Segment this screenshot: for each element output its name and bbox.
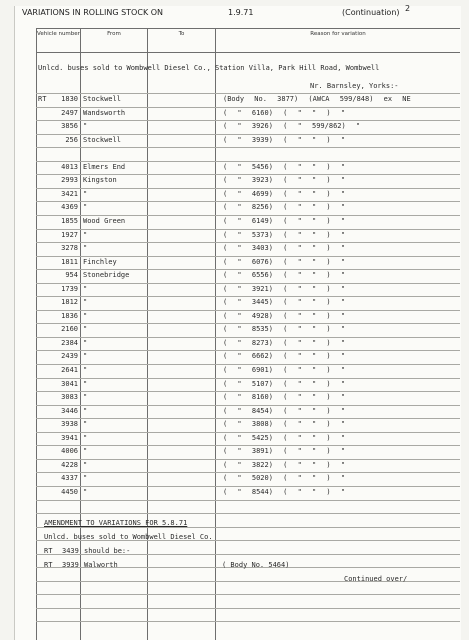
ruled-line	[36, 445, 460, 446]
from-garage: "	[83, 352, 88, 360]
continued-note: Continued over/	[344, 575, 408, 583]
reason-for-variation: ( " 5020) ( " " ) "	[223, 474, 346, 482]
vehicle-number: 3938	[61, 420, 78, 428]
intro-line-2: Nr. Barnsley, Yorks:-	[310, 82, 399, 90]
reason-for-variation: ( " 8535) ( " " ) "	[223, 325, 346, 333]
from-garage: Wood Green	[83, 217, 126, 225]
ruled-line	[36, 513, 460, 514]
reason-for-variation: ( " 3939) ( " " ) "	[223, 136, 346, 144]
from-garage: Wandsworth	[83, 109, 126, 117]
column-header-reason: Reason for variation	[310, 31, 366, 37]
from-garage: "	[83, 393, 88, 401]
column-header-to: To	[178, 31, 185, 37]
ruled-line	[36, 215, 460, 216]
ruled-line	[36, 188, 460, 189]
reason-for-variation: ( " 5456) ( " " ) "	[223, 163, 346, 171]
reason-for-variation: ( " 8256) ( " " ) "	[223, 203, 346, 211]
vehicle-number: 3941	[61, 434, 78, 442]
reason-for-variation: ( " 3926) ( " 599/862) "	[223, 122, 361, 130]
vehicle-number: 1739	[61, 285, 78, 293]
vehicle-number: 3421	[61, 190, 78, 198]
from-garage: Stockwell	[83, 95, 121, 103]
vehicle-number: 2160	[61, 325, 78, 333]
ruled-line	[36, 256, 460, 257]
ruled-line	[36, 350, 460, 351]
intro-line-1: Unlcd. buses sold to Wombwell Diesel Co., Station Villa, Park Hill Road, Wombwell	[38, 64, 380, 72]
vehicle-prefix: RT	[38, 95, 47, 103]
ruled-line	[36, 120, 460, 121]
ruled-line	[36, 472, 460, 473]
reason-for-variation: ( " 3445) ( " " ) "	[223, 298, 346, 306]
vehicle-number: 3856	[61, 122, 78, 130]
from-garage: "	[83, 244, 88, 252]
from-garage: Stonebridge	[83, 271, 130, 279]
amendment-line-2-text: should be:-	[84, 547, 131, 555]
vehicle-number: 1927	[61, 231, 78, 239]
vehicle-number: 3083	[61, 393, 78, 401]
from-garage: Elmers End	[83, 163, 126, 171]
reason-for-variation: ( " 3923) ( " " ) "	[223, 176, 346, 184]
ruled-line	[36, 296, 460, 297]
from-garage: Finchley	[83, 258, 117, 266]
from-garage: "	[83, 380, 88, 388]
ruled-line	[36, 337, 460, 338]
reason-for-variation: ( " 6076) ( " " ) "	[223, 258, 346, 266]
ruled-line	[36, 174, 460, 175]
vehicle-number: 4450	[61, 488, 78, 496]
from-garage: "	[83, 420, 88, 428]
ruled-line	[36, 364, 460, 365]
reason-for-variation: ( " 5425) ( " " ) "	[223, 434, 346, 442]
from-garage: "	[83, 447, 88, 455]
vehicle-number: 4369	[61, 203, 78, 211]
ruled-line	[36, 486, 460, 487]
from-garage: "	[83, 488, 88, 496]
reason-for-variation: ( " 3921) ( " " ) "	[223, 285, 346, 293]
amendment-line-3-vehicle: 3939	[62, 561, 79, 569]
reason-for-variation: ( " 8160) ( " " ) "	[223, 393, 346, 401]
ruled-line	[36, 391, 460, 392]
from-garage: Kingston	[83, 176, 117, 184]
from-garage: "	[83, 434, 88, 442]
from-garage: "	[83, 203, 88, 211]
ruled-line	[36, 242, 460, 243]
ruled-line	[36, 594, 460, 595]
from-garage: "	[83, 366, 88, 374]
reason-for-variation: ( " 6662) ( " " ) "	[223, 352, 346, 360]
ruled-line	[36, 621, 460, 622]
page-date: 1.9.71	[228, 8, 254, 17]
from-garage: "	[83, 190, 88, 198]
reason-for-variation: ( " 5107) ( " " ) "	[223, 380, 346, 388]
from-garage: "	[83, 339, 88, 347]
vehicle-number: 1855	[61, 217, 78, 225]
reason-for-variation: ( " 6149) ( " " ) "	[223, 217, 346, 225]
from-garage: "	[83, 325, 88, 333]
vehicle-number: 1830	[61, 95, 78, 103]
from-garage: "	[83, 298, 88, 306]
reason-for-variation: ( " 6556) ( " " ) "	[223, 271, 346, 279]
ruled-line	[36, 432, 460, 433]
reason-for-variation: ( " 8454) ( " " ) "	[223, 407, 346, 415]
ruled-line	[36, 93, 460, 94]
ruled-line	[36, 378, 460, 379]
vehicle-number: 3278	[61, 244, 78, 252]
reason-for-variation: ( " 6160) ( " " ) "	[223, 109, 346, 117]
reason-for-variation: ( " 8544) ( " " ) "	[223, 488, 346, 496]
reason-for-variation: ( " 8273) ( " " ) "	[223, 339, 346, 347]
ruled-line	[36, 147, 460, 148]
amendment-line-3-prefix: RT	[44, 561, 53, 569]
vehicle-number: 954	[65, 271, 78, 279]
column-header-from: From	[107, 31, 121, 37]
from-garage: Stockwell	[83, 136, 121, 144]
vehicle-number: 1836	[61, 312, 78, 320]
ruled-line	[36, 229, 460, 230]
ruled-line	[36, 269, 460, 270]
ruled-line	[36, 201, 460, 202]
vehicle-number: 3041	[61, 380, 78, 388]
reason-for-variation: ( " 3808) ( " " ) "	[223, 420, 346, 428]
amendment-line-2-vehicle: 3439	[62, 547, 79, 555]
from-garage: "	[83, 407, 88, 415]
ruled-line	[36, 107, 460, 108]
reason-for-variation: ( " 3891) ( " " ) "	[223, 447, 346, 455]
reason-for-variation: ( " 3822) ( " " ) "	[223, 461, 346, 469]
amendment-line-1: Unlcd. buses sold to Wombwell Diesel Co.	[44, 533, 213, 541]
amendment-line-2-prefix: RT	[44, 547, 53, 555]
reason-for-variation: ( " 3403) ( " " ) "	[223, 244, 346, 252]
vehicle-number: 4228	[61, 461, 78, 469]
ruled-line	[36, 608, 460, 609]
from-garage: "	[83, 285, 88, 293]
from-garage: "	[83, 461, 88, 469]
vehicle-number: 1811	[61, 258, 78, 266]
continuation-label: (Continuation)	[342, 8, 400, 17]
ruled-line	[36, 459, 460, 460]
vehicle-number: 2993	[61, 176, 78, 184]
vehicle-number: 4013	[61, 163, 78, 171]
ruled-line	[36, 323, 460, 324]
vehicle-number: 2439	[61, 352, 78, 360]
amendment-heading: AMENDMENT TO VARIATIONS FOR 5.8.71	[44, 519, 188, 527]
page-number: 2	[405, 4, 411, 13]
column-header-vehicle-number: Vehicle number	[37, 31, 80, 37]
amendment-line-3-from: Walworth	[84, 561, 118, 569]
reason-for-variation: ( " 4928) ( " " ) "	[223, 312, 346, 320]
reason-for-variation: (Body No. 3877) (AWCA 599/848) ex NE	[223, 95, 411, 103]
ruled-line	[36, 405, 460, 406]
vehicle-number: 2641	[61, 366, 78, 374]
vehicle-number: 4006	[61, 447, 78, 455]
vehicle-number: 1812	[61, 298, 78, 306]
ruled-line	[36, 418, 460, 419]
from-garage: "	[83, 122, 88, 130]
amendment-line-3-reason: ( Body No. 5464)	[222, 561, 290, 569]
reason-for-variation: ( " 5373) ( " " ) "	[223, 231, 346, 239]
ruled-line	[36, 161, 460, 162]
vehicle-number: 3446	[61, 407, 78, 415]
from-garage: "	[83, 231, 88, 239]
page-title: VARIATIONS IN ROLLING STOCK ON	[22, 8, 164, 17]
header-rule-top	[36, 28, 460, 29]
reason-for-variation: ( " 4699) ( " " ) "	[223, 190, 346, 198]
vehicle-number: 2497	[61, 109, 78, 117]
reason-for-variation: ( " 6901) ( " " ) "	[223, 366, 346, 374]
vehicle-number: 2384	[61, 339, 78, 347]
header-rule-bottom	[36, 52, 460, 53]
ruled-line	[36, 134, 460, 135]
vehicle-number: 4337	[61, 474, 78, 482]
from-garage: "	[83, 474, 88, 482]
vehicle-number: 256	[65, 136, 78, 144]
from-garage: "	[83, 312, 88, 320]
ruled-line	[36, 283, 460, 284]
ruled-line	[36, 310, 460, 311]
ruled-line	[36, 500, 460, 501]
